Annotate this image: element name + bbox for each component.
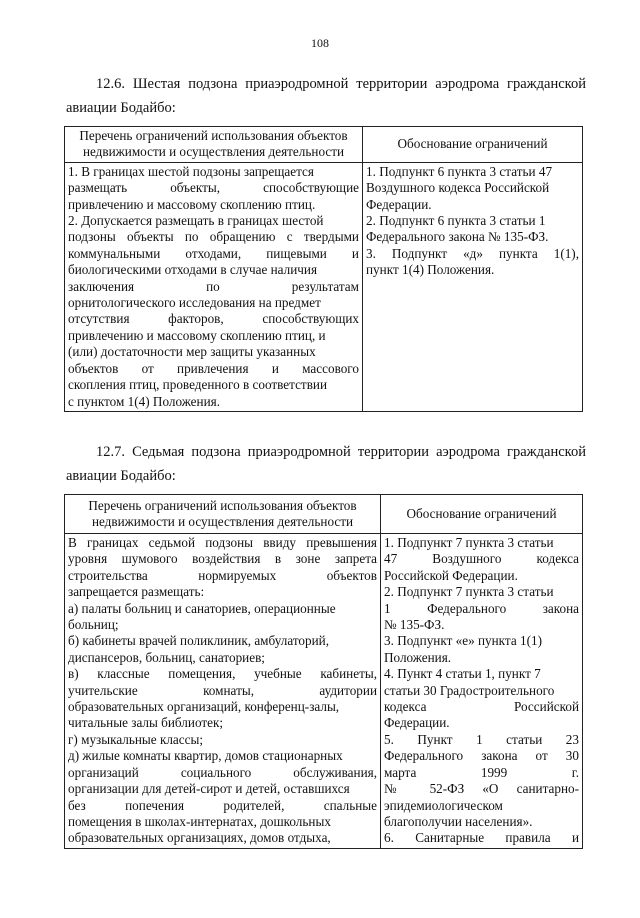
text-line: диспансеров, больниц, санаториев; [68, 649, 265, 665]
text-line: отсутствия факторов, способствующих [68, 311, 359, 327]
text-line: б) кабинеты врачей поликлиник, амбулаторий, [68, 633, 330, 649]
text-line: помещения в школах-интернатах, дошкольных [68, 813, 331, 829]
column-header-line: Перечень ограничений использования объектов [79, 128, 348, 143]
text-line: 5. Пункт 1 статьи 23 [384, 731, 579, 747]
text-line: объектов от привлечения и массового [68, 360, 359, 376]
table-header-row [65, 495, 583, 534]
text-line: строительства нормируемых объектов [68, 567, 377, 583]
text-line: с пунктом 1(4) Положения. [68, 393, 220, 409]
section-6-heading-line1: 12.6. Шестая подзона приаэродромной территории аэродрома гражданской [96, 76, 586, 92]
text-line: образовательных организаций, конференц-залы, [68, 699, 340, 715]
section-7-table [64, 494, 583, 849]
text-line: скопления птиц, проведенного в соответствии [68, 377, 328, 393]
text-line: без попечения родителей, спальные [68, 797, 377, 813]
text-line: коммунальными отходами, пищевыми и [68, 245, 359, 261]
text-line: Федерального закона № 135-ФЗ. [366, 229, 549, 245]
column-header-line: Перечень ограничений использования объектов [88, 497, 357, 513]
text-line: 2. Допускается размещать в границах шестой [68, 213, 324, 229]
text-line: 3. Подпункт «е» пункта 1(1) [384, 633, 542, 649]
section-6-table [64, 126, 583, 412]
text-line: № 135-ФЗ. [384, 617, 445, 633]
justification-cell [381, 534, 583, 849]
column-header-line: недвижимости и осуществления деятельности [82, 144, 345, 160]
page-number: 108 [311, 36, 329, 50]
text-line: Воздушного кодекса Российской [366, 180, 550, 196]
text-line: 1. Подпункт 6 пункта 3 статьи 47 [366, 163, 553, 179]
text-line: образовательных организациях, домов отдыха, [68, 830, 331, 846]
column-header-restrictions [65, 127, 363, 163]
text-line: № 52-ФЗ «О санитарно- [384, 781, 579, 797]
text-line: г) музыкальные классы; [68, 731, 204, 747]
text-line: 4. Пункт 4 статьи 1, пункт 7 [384, 666, 541, 682]
text-line: кодекса Российской [384, 699, 579, 715]
text-line: заключения по результатам [68, 278, 359, 294]
text-line: статьи 30 Градостроительного [384, 682, 555, 698]
text-line: организаций социального обслуживания, [68, 764, 377, 780]
column-header-justification: Обоснование ограничений [363, 127, 583, 163]
table-header-row [65, 127, 583, 163]
text-line: учительские комнаты, аудитории [68, 682, 377, 698]
column-header-justification: Обоснование ограничений [381, 495, 583, 534]
text-line: 47 Воздушного кодекса [384, 551, 579, 567]
section-6-heading [66, 72, 586, 120]
text-line: больниц; [68, 617, 119, 633]
text-line: привлечению и массовому скоплению птиц. [68, 196, 316, 212]
text-line: размещать объекты, способствующие [68, 180, 359, 196]
text-line: 2. Подпункт 7 пункта 3 статьи [384, 584, 554, 600]
text-line: пункт 1(4) Положения. [366, 262, 495, 278]
text-line: в) классные помещения, учебные кабинеты, [68, 666, 377, 682]
text-line: 1 Федерального закона [384, 600, 579, 616]
text-line: марта 1999 г. [384, 764, 579, 780]
table-row [65, 162, 583, 411]
text-line: читальные залы библиотек; [68, 715, 224, 731]
table-row [65, 534, 583, 849]
text-line: биологическими отходами в случае наличия [68, 262, 318, 278]
text-line: 1. Подпункт 7 пункта 3 статьи [384, 535, 554, 550]
text-line: организации для детей-сирот и детей, оставшихся [68, 781, 350, 797]
column-header-line: недвижимости и осуществления деятельности [91, 514, 354, 529]
text-line: 6. Санитарные правила и [384, 830, 579, 846]
section-7-heading-line1: 12.7. Седьмая подзона приаэродромной территории аэродрома гражданской [96, 444, 586, 460]
text-line: Положения. [384, 649, 452, 665]
text-line: а) палаты больниц и санаториев, операционные [68, 600, 336, 616]
text-line: эпидемиологическом [384, 797, 503, 813]
column-header-restrictions [65, 495, 381, 534]
restrictions-cell [65, 534, 381, 849]
text-line: 1. В границах шестой подзоны запрещается [68, 163, 314, 179]
text-line: В границах седьмой подзоны ввиду превышения [68, 535, 377, 550]
restrictions-cell [65, 162, 363, 411]
text-line: (или) достаточности мер защиты указанных [68, 344, 316, 360]
text-line: Федерального закона от 30 [384, 748, 579, 764]
section-7-heading [66, 440, 586, 488]
text-line: 3. Подпункт «д» пункта 1(1), [366, 245, 579, 261]
text-line: уровня шумового воздействия в зоне запрета [68, 551, 377, 567]
text-line: запрещается размещать: [68, 584, 205, 600]
text-line: благополучии населения». [384, 813, 533, 829]
text-line: орнитологического исследования на предмет [68, 295, 321, 311]
text-line: Федерации. [366, 196, 432, 212]
text-line: привлечению и массовому скоплению птиц, и [68, 327, 326, 343]
text-line: Российской Федерации. [384, 567, 518, 583]
section-7-heading-line2: авиации Бодайбо: [66, 468, 176, 484]
text-line: 2. Подпункт 6 пункта 3 статьи 1 [366, 213, 546, 229]
text-line: Федерации. [384, 715, 450, 731]
text-line: подзоны объекты по обращению с твердыми [68, 229, 359, 245]
section-6-heading-line2: авиации Бодайбо: [66, 100, 176, 116]
text-line: д) жилые комнаты квартир, домов стационарных [68, 748, 343, 764]
justification-cell [363, 162, 583, 411]
